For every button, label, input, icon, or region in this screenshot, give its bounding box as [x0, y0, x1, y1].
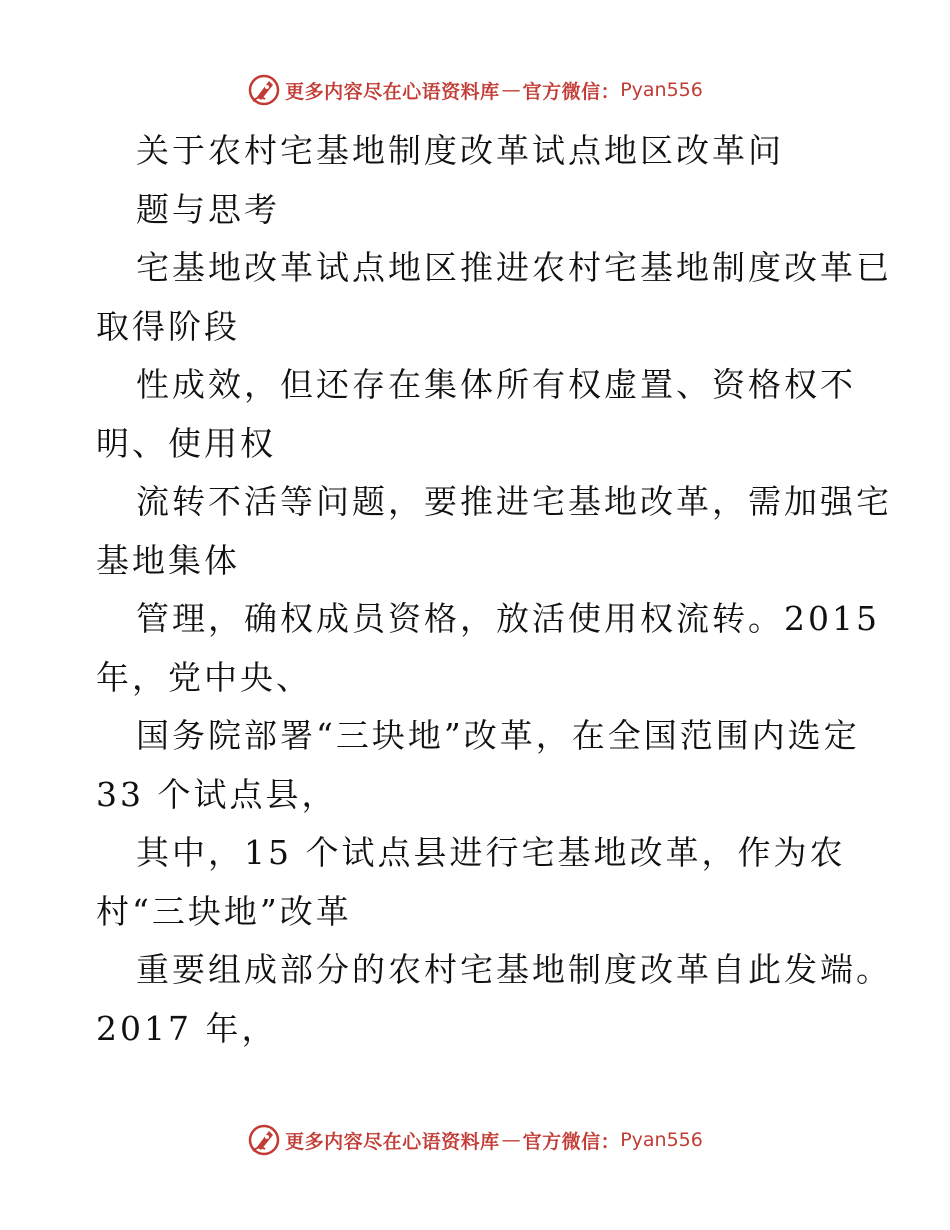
paragraph-line: 管理，确权成员资格，放活使用权流转。2015 — [136, 599, 880, 638]
paragraph-line: 国务院部署“三块地”改革，在全国范围内选定 — [136, 716, 860, 755]
paragraph-line: 取得阶段 — [96, 306, 240, 346]
document-title-line-2: 题与思考 — [136, 189, 280, 229]
banner-wechat-label: 官方微信： — [522, 80, 621, 103]
paragraph-line: 基地集体 — [96, 540, 240, 580]
banner-wechat-id: Pyan556 — [620, 79, 703, 101]
paragraph-line: 其中，15 个试点县进行宅基地改革，作为农 — [136, 833, 846, 872]
document-body — [96, 122, 892, 1058]
banner-separator: — — [501, 1129, 521, 1151]
paragraph-line: 重要组成部分的农村宅基地制度改革自此发端。 — [136, 950, 892, 989]
paragraph-line: 33 个试点县， — [96, 774, 338, 814]
banner-site-text: 更多内容尽在心语资料库 — [285, 1130, 500, 1153]
paragraph-line: 性成效，但还存在集体所有权虚置、资格权不 — [136, 365, 856, 404]
banner-wechat-id: Pyan556 — [620, 1129, 703, 1151]
paragraph-line: 村“三块地”改革 — [96, 891, 352, 931]
paragraph-line: 宅基地改革试点地区推进农村宅基地制度改革已 — [136, 248, 892, 287]
paragraph-line: 明、使用权 — [96, 423, 276, 463]
header-banner — [0, 70, 950, 110]
paragraph-line: 年，党中央、 — [96, 657, 312, 697]
document-title-line-1: 关于农村宅基地制度改革试点地区改革问 — [136, 131, 784, 170]
banner-wechat-label: 官方微信： — [522, 1130, 621, 1153]
pen-nib-logo-icon — [247, 73, 281, 107]
paragraph-line: 流转不活等问题，要推进宅基地改革，需加强宅 — [136, 482, 892, 521]
footer-banner — [0, 1120, 950, 1160]
paragraph-line: 2017 年， — [96, 1008, 278, 1048]
banner-site-text: 更多内容尽在心语资料库 — [285, 80, 500, 103]
pen-nib-logo-icon — [247, 1123, 281, 1157]
banner-separator: — — [501, 79, 521, 101]
